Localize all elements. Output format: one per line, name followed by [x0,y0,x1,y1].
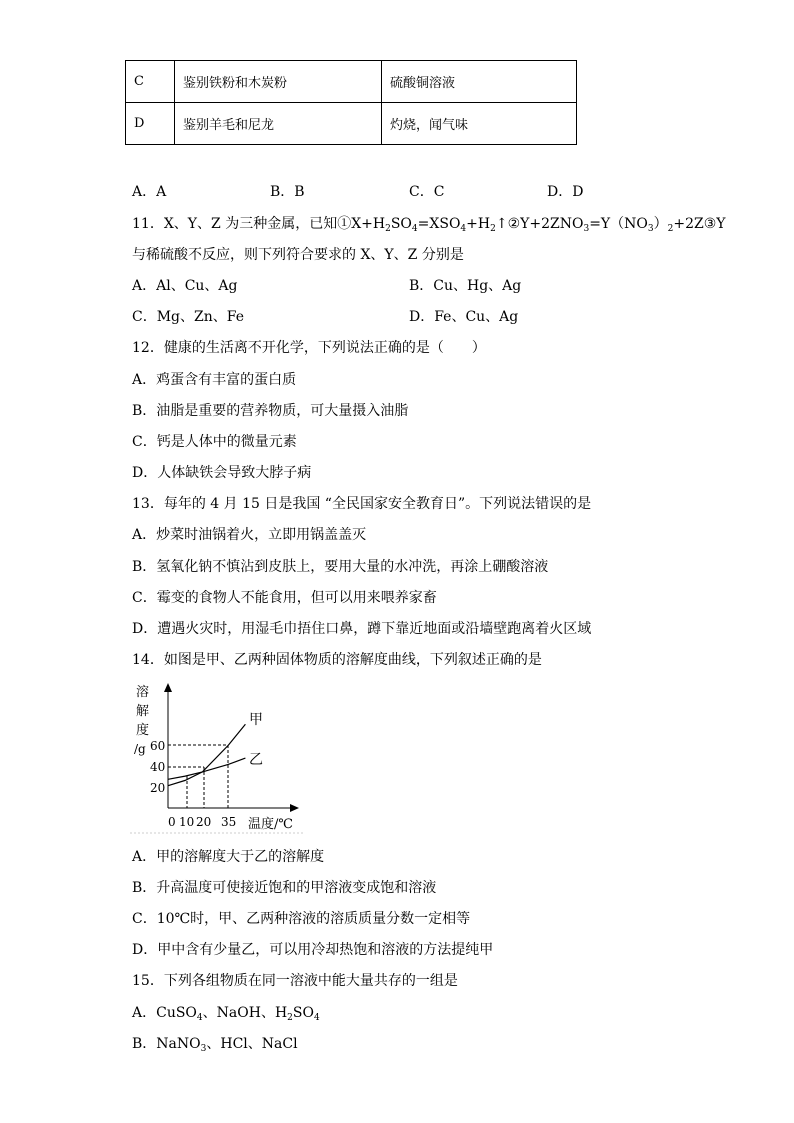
y-tick-label: 20 [150,781,166,795]
q12-stem: 12．健康的生活离不开化学，下列说法正确的是（ ） [132,340,486,356]
q15-stem: 15．下列各组物质在同一溶液中能大量共存的一组是 [132,973,458,989]
subscript: 2 [287,1013,293,1023]
series-label-jia: 甲 [249,712,263,728]
subscript: 3 [583,224,590,234]
q14-option-c: C．10℃时，甲、乙两种溶液的溶质质量分数一定相等 [132,911,471,927]
q13-option-b: B．氢氧化钠不慎沾到皮肤上，要用大量的水冲洗，再涂上硼酸溶液 [132,559,549,575]
q11-text: +2Z③Y [673,216,726,232]
table-row [126,61,577,103]
q11-option-d: D．Fe、Cu、Ag [409,309,519,325]
q15-text: B．NaNO [132,1036,201,1052]
solubility-chart-svg [130,682,305,834]
q10-option-c: C．C [409,184,445,200]
y-tick-label: 40 [150,760,166,774]
q15-text: A．CuSO [132,1005,197,1021]
x-tick-label: 0 [168,815,176,829]
q11-stem [132,214,726,234]
q15-text: 、NaOH、H [202,1005,288,1021]
y-label-char: 度 [136,723,150,738]
table-cell-id: D [126,103,175,145]
q10-option-a: A．A [132,184,167,200]
q12-option-c: C．钙是人体中的微量元素 [132,434,297,450]
q12-option-a: A．鸡蛋含有丰富的蛋白质 [132,372,297,388]
subscript: 4 [411,224,418,234]
subscript: 2 [490,224,496,234]
subscript: 2 [667,224,674,234]
q11-text: =Y（NO [589,216,648,232]
subscript: 4 [313,1013,320,1023]
x-tick-label: 20 [196,815,212,829]
q11-option-c: C．Mg、Zn、Fe [132,309,244,325]
subscript: 3 [200,1044,207,1054]
q13-stem: 13．每年的 4 月 15 日是我国 “全民国家安全教育日”。下列说法错误的是 [132,496,592,512]
subscript: 4 [460,224,467,234]
series-label-yi: 乙 [249,752,263,768]
subscript: 4 [196,1013,203,1023]
q10-option-b: B．B [270,184,305,200]
q14-option-d: D．甲中含有少量乙，可以用冷却热饱和溶液的方法提纯甲 [132,942,494,958]
q15-option-b [132,1034,298,1054]
table-cell-purpose: 鉴别羊毛和尼龙 [175,103,382,145]
y-label-char: 溶 [136,685,150,700]
x-axis-arrow [290,804,299,812]
table-cell-purpose: 鉴别铁粉和木炭粉 [175,61,382,103]
options-table [125,60,577,145]
x-tick-label: 35 [221,815,237,829]
q10-option-d: D．D [547,184,584,200]
y-unit: /g [134,742,146,756]
q11-text: ） [653,216,668,232]
table-cell-method: 硫酸铜溶液 [382,61,577,103]
table-row [126,103,577,145]
q11-text: +H [466,216,491,232]
q14-option-b: B．升高温度可使接近饱和的甲溶液变成饱和溶液 [132,880,437,896]
x-tick-label: 10 [179,815,195,829]
table-cell-method: 灼烧，闻气味 [382,103,577,145]
series-line-yi [168,758,245,779]
q11-stem-line2: 与稀硫酸不反应，则下列符合要求的 X、Y、Z 分别是 [132,247,464,263]
q11-text: SO [390,216,412,232]
subscript: 2 [385,224,391,234]
q11-text: =XSO [417,216,461,232]
q15-text: SO [292,1005,314,1021]
table-cell-id: C [126,61,175,103]
q13-option-d: D．遭遇火灾时，用湿毛巾捂住口鼻，蹲下靠近地面或沿墙壁跑离着火区域 [132,621,592,637]
x-axis-label: 温度/℃ [248,817,293,832]
y-label-char: 解 [136,704,150,719]
q11-text: ↑②Y+2ZNO [495,216,584,232]
y-axis-arrow [164,683,172,692]
q11-option-a: A．Al、Cu、Ag [132,278,238,294]
q13-option-a: A．炒菜时油锅着火，立即用锅盖盖灭 [132,527,367,543]
q15-text: 、HCl、NaCl [206,1036,298,1052]
q12-option-d: D．人体缺铁会导致大脖子病 [132,465,312,481]
q14-option-a: A．甲的溶解度大于乙的溶解度 [132,849,325,865]
q12-option-b: B．油脂是重要的营养物质，可大量摄入油脂 [132,403,409,419]
q15-option-a [132,1003,320,1023]
q11-option-b: B．Cu、Hg、Ag [409,278,522,294]
q11-text: 11．X、Y、Z 为三种金属，已知①X+H [132,216,386,232]
y-tick-label: 60 [150,739,166,753]
subscript: 3 [647,224,654,234]
q13-option-c: C．霉变的食物人不能食用，但可以用来喂养家畜 [132,590,437,606]
q14-stem: 14．如图是甲、乙两种固体物质的溶解度曲线，下列叙述正确的是 [132,652,542,668]
solubility-chart [130,682,305,834]
series-line-jia [168,724,245,785]
